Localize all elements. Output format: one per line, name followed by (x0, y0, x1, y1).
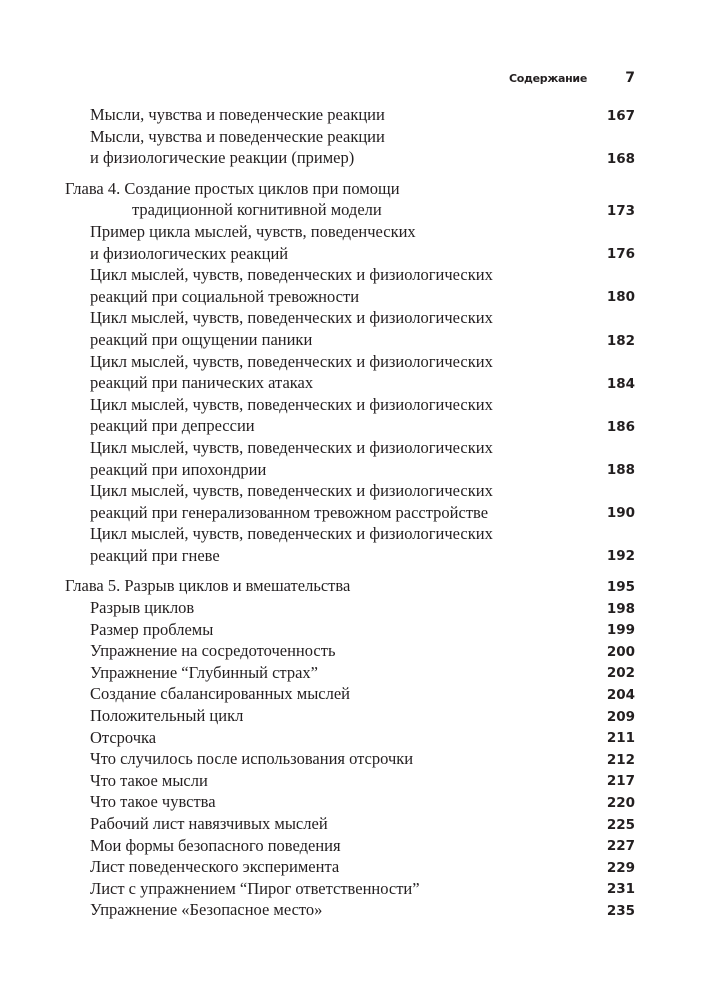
toc-entry-page: 186 (606, 418, 635, 435)
toc-entry-line: Разрыв циклов (90, 598, 195, 618)
toc-entry-line: Цикл мыслей, чувств, поведенческих и физиологических (90, 394, 493, 414)
toc-entry-line: Положительный цикл (90, 706, 244, 726)
toc-entry (0, 264, 703, 307)
toc-chapter-line: традиционной когнитивной модели (132, 200, 382, 220)
toc-entry-title (0, 480, 703, 523)
toc-entry-line: реакций при депрессии (90, 416, 255, 436)
toc-entry-line: Лист поведенческого эксперимента (90, 857, 340, 877)
toc-entry-line: Создание сбалансированных мыслей (90, 684, 350, 704)
toc-entry (0, 878, 703, 900)
toc-entry-line: Мысли, чувства и поведенческие реакции (90, 105, 385, 124)
toc-entry-line: реакций при гневе (90, 545, 220, 565)
toc-chapter (0, 575, 703, 597)
toc-entry (0, 221, 703, 264)
toc-entry-page: 168 (606, 150, 635, 167)
toc-entry-line: Цикл мыслей, чувств, поведенческих и физиологических (90, 265, 493, 285)
toc-entry-title (0, 523, 703, 566)
toc-chapter-line: Глава 5. Разрыв циклов и вмешательства (65, 576, 351, 596)
toc-entry-title (0, 878, 703, 900)
toc-entry-page: 202 (606, 665, 635, 682)
toc-entry-line: и физиологические реакции (пример) (90, 148, 355, 168)
toc-entry-page: 231 (606, 881, 635, 898)
toc-entry-line: Цикл мыслей, чувств, поведенческих и физиологических (90, 308, 493, 328)
toc-entry-line: Упражнение «Безопасное место» (90, 900, 323, 920)
toc-entry-title (0, 394, 703, 437)
toc-entry-title (0, 683, 703, 705)
toc-entry-title (0, 351, 703, 394)
toc-entry-title (0, 619, 703, 641)
toc-entry-title (0, 705, 703, 727)
toc-entry (0, 748, 703, 770)
toc-entry (0, 523, 703, 566)
toc-entry-page: 188 (606, 462, 635, 479)
toc-entry (0, 727, 703, 749)
toc-entry (0, 770, 703, 792)
toc-entry-line: Пример цикла мыслей, чувств, поведенческих (90, 221, 416, 241)
toc-entry (0, 791, 703, 813)
toc-chapter-page: 173 (606, 202, 635, 219)
toc-entry (0, 307, 703, 350)
toc-chapter-page: 195 (606, 579, 635, 596)
toc-entry (0, 813, 703, 835)
toc-entry-page: 167 (606, 107, 635, 124)
toc-entry (0, 480, 703, 523)
toc-entry-title (0, 640, 703, 662)
table-of-contents (0, 104, 703, 921)
toc-entry (0, 104, 703, 126)
toc-entry-page: 180 (606, 289, 635, 306)
toc-entry-title (0, 813, 703, 835)
toc-entry-line: Что случилось после использования отсрочки (90, 749, 414, 769)
page-number: 7 (625, 70, 635, 86)
toc-entry-line: Размер проблемы (90, 619, 214, 639)
toc-entry-line: Рабочий лист навязчивых мыслей (90, 814, 328, 833)
toc-entry-page: 220 (606, 795, 635, 811)
toc-entry-title (0, 748, 703, 770)
toc-entry-page: 200 (606, 643, 635, 660)
toc-entry-title (0, 597, 703, 619)
toc-entry-page: 182 (606, 332, 635, 349)
toc-entry (0, 619, 703, 641)
toc-entry-line: реакций при генерализованном тревожном расстройстве (90, 502, 489, 522)
toc-entry (0, 662, 703, 684)
toc-entry-page: 229 (606, 859, 635, 876)
toc-entry-title (0, 835, 703, 857)
toc-entry-page: 176 (606, 246, 635, 263)
toc-entry-line: Цикл мыслей, чувств, поведенческих и физиологических (90, 437, 493, 457)
toc-entry-page: 184 (606, 375, 635, 392)
toc-entry-line: Цикл мыслей, чувств, поведенческих и физиологических (90, 481, 493, 501)
toc-entry-title (0, 104, 703, 126)
toc-entry (0, 394, 703, 437)
toc-entry-page: 211 (606, 730, 635, 747)
toc-entry-title (0, 791, 703, 813)
toc-entry (0, 437, 703, 480)
toc-entry-page: 199 (606, 622, 635, 639)
toc-entry-title (0, 307, 703, 350)
toc-entry-title (0, 727, 703, 749)
toc-entry-page: 190 (606, 505, 635, 522)
toc-entry (0, 126, 703, 169)
toc-entry-line: Что такое чувства (90, 792, 216, 812)
toc-entry-page: 217 (606, 773, 635, 790)
toc-entry-page: 235 (606, 902, 635, 919)
toc-entry-page: 225 (606, 816, 635, 833)
toc-entry-title (0, 437, 703, 480)
toc-chapter-line: Глава 4. Создание простых циклов при помощи (65, 178, 400, 198)
toc-entry-page: 209 (606, 708, 635, 725)
toc-entry (0, 597, 703, 619)
toc-entry-title (0, 770, 703, 792)
toc-entry-line: Лист с упражнением “Пирог ответственности” (90, 878, 420, 898)
toc-entry-title (0, 221, 703, 264)
toc-entry-title (0, 264, 703, 307)
toc-entry-line: Отсрочка (90, 727, 157, 747)
toc-entry (0, 351, 703, 394)
toc-entry (0, 835, 703, 857)
toc-entry-page: 198 (606, 600, 635, 617)
toc-entry-line: Упражнение на сосредоточенность (90, 641, 336, 661)
toc-chapter (0, 178, 703, 221)
toc-entry (0, 683, 703, 705)
toc-entry-line: Цикл мыслей, чувств, поведенческих и физиологических (90, 524, 493, 544)
toc-entry-page: 204 (606, 687, 635, 704)
toc-entry-line: реакций при ощущении паники (90, 329, 313, 349)
toc-entry-title (0, 126, 703, 169)
toc-entry (0, 705, 703, 727)
toc-entry-line: Мои формы безопасного поведения (90, 835, 341, 855)
toc-entry-title (0, 899, 703, 921)
toc-entry-line: Что такое мысли (90, 770, 208, 790)
section-title: Содержание (509, 72, 587, 85)
toc-entry-line: реакций при панических атаках (90, 373, 314, 393)
toc-entry-title (0, 662, 703, 684)
toc-entry (0, 856, 703, 878)
toc-entry-line: Цикл мыслей, чувств, поведенческих и физиологических (90, 351, 493, 371)
toc-chapter-title (0, 178, 703, 221)
toc-entry-page: 212 (606, 751, 635, 768)
toc-entry-line: реакций при ипохондрии (90, 459, 267, 479)
toc-entry-line: и физиологических реакций (90, 243, 289, 263)
toc-entry (0, 640, 703, 662)
toc-entry-page: 192 (606, 548, 635, 565)
toc-entry-line: Мысли, чувства и поведенческие реакции (90, 126, 385, 146)
toc-entry-title (0, 856, 703, 878)
running-head (0, 70, 703, 90)
toc-chapter-title (0, 575, 703, 597)
toc-entry-page: 227 (606, 838, 635, 855)
toc-entry-line: реакций при социальной тревожности (90, 286, 360, 306)
toc-entry-line: Упражнение “Глубинный страх” (90, 662, 318, 682)
toc-entry (0, 899, 703, 921)
